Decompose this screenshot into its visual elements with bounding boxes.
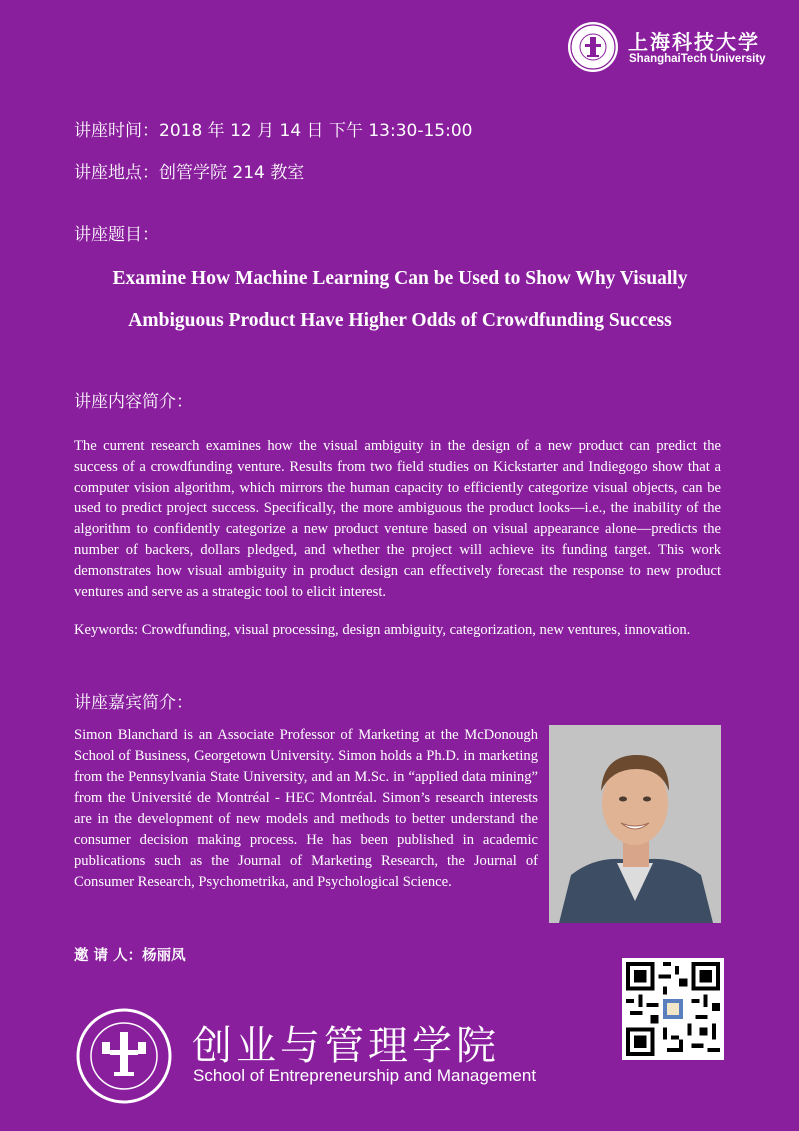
- lecture-time: [74, 116, 472, 141]
- title-line-1: Examine How Machine Learning Can be Used to Show Why Visually: [112, 268, 688, 289]
- speaker-photo: [549, 725, 721, 923]
- inviter-label: 邀 请 人：: [74, 948, 143, 964]
- qr-code-icon[interactable]: [622, 958, 724, 1060]
- abstract-text: The current research examines how the visual ambiguity in the design of a new product can predict the success of a crowdfunding venture. Results from two field studies on Kickstarter and Indiegogo show that a computer vision algorithm, which mirrors the human capacity to efficiently categorize visual objects, can be used to predict project success. Specifically, the more ambiguous the product looks—i.e., the inability of the algorithm to confidently categorize a new product venture based on visual appearance alone—predicts the number of backers, dollars pledged, and whether the project will achieve its funding target. This work demonstrates how visual ambiguity in product design can effectively forecast the response to new product ventures and serve as a strategic tool to elicit interest.: [74, 438, 721, 600]
- university-name-cn: 上海科技大学: [628, 30, 760, 54]
- school-name-cn: 创业与管理学院: [192, 1023, 500, 1069]
- lecture-place: [74, 158, 304, 183]
- guest-label: 讲座嘉宾简介：: [74, 693, 193, 713]
- university-seal-icon: [566, 20, 620, 74]
- abstract-label: 讲座内容简介：: [74, 392, 193, 412]
- university-name-en: ShanghaiTech University: [629, 53, 766, 65]
- time-value: 2018 年 12 月 14 日 下午 13:30-15:00: [159, 121, 473, 141]
- keywords-text: Keywords: Crowdfunding, visual processing, design ambiguity, categorization, new ventures, innovation.: [74, 622, 691, 638]
- school-name-en: School of Entrepreneurship and Management: [193, 1066, 537, 1085]
- time-label: 讲座时间：: [74, 121, 159, 141]
- inviter-value: 杨丽凤: [142, 948, 186, 964]
- inviter: [74, 944, 186, 965]
- talk-title: [60, 258, 740, 342]
- university-logo: [566, 20, 766, 76]
- school-seal-icon: [76, 1008, 172, 1104]
- place-label: 讲座地点：: [74, 163, 159, 183]
- place-value: 创管学院 214 教室: [159, 163, 305, 183]
- title-line-2: Ambiguous Product Have Higher Odds of Crowdfunding Success: [128, 310, 672, 331]
- topic-label: 讲座题目：: [74, 225, 159, 245]
- speaker-bio: Simon Blanchard is an Associate Professor of Marketing at the McDonough School of Business, Georgetown University. Simon holds a Ph.D. in marketing from the Pennsylvania State University, and an M.Sc. in “applied data mining” from the Université de Montréal - HEC Montréal. Simon’s research interests are in the development of new models and methods to better understand the consumer decision making process. He has been published in academic publications such as the Journal of Marketing Research, the Journal of Consumer Research, Psychometrika, and Psychological Science.: [74, 727, 538, 890]
